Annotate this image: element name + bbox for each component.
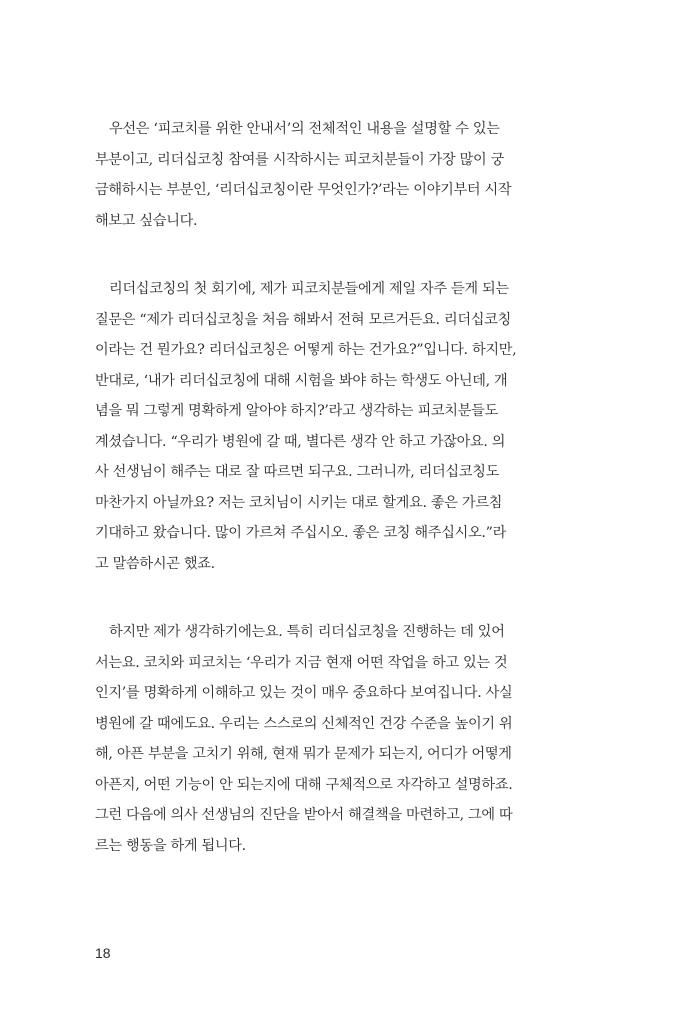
page-number: 18	[95, 945, 111, 961]
text-line: 리더십코칭의 첫 회기에, 제가 피코치분들에게 제일 자주 듣게 되는	[109, 281, 509, 297]
paragraph-2	[95, 274, 595, 579]
text-line: 아픈지, 어떤 기능이 안 되는지에 대해 구체적으로 자각하고 설명하죠.	[95, 776, 513, 793]
text-line: 그런 다음에 의사 선생님의 진단을 받아서 해결책을 마련하고, 그에 따	[95, 807, 513, 823]
text-line: 해, 아픈 부분을 고치기 위해, 현재 뭐가 문제가 되는지, 어디가 어떻게	[95, 746, 512, 762]
paragraph-1	[95, 114, 595, 236]
text-line: 우선은 ‘피코치를 위한 안내서’의 전체적인 내용을 설명할 수 있는	[109, 121, 500, 137]
text-line: 기대하고 왔습니다. 많이 가르쳐 주십시오. 좋은 코칭 해주십시오.”라	[95, 525, 506, 541]
text-line: 념을 뭐 그렇게 명확하게 알아야 하지?’라고 생각하는 피코치분들도	[95, 403, 498, 419]
text-line: 반대로, ‘내가 리더십코칭에 대해 시험을 봐야 하는 학생도 아닌데, 개	[95, 372, 508, 389]
text-line: 계셨습니다. “우리가 병원에 갈 때, 별다른 생각 안 하고 가잖아요. 의	[95, 433, 506, 450]
text-line: 서는요. 코치와 피코치는 ‘우리가 지금 현재 어떤 작업을 하고 있는 것	[95, 654, 508, 671]
text-line: 질문은 “제가 리더십코칭을 처음 해봐서 전혀 모르거든요. 리더십코칭	[95, 311, 511, 328]
text-line: 인지’를 명확하게 이해하고 있는 것이 매우 중요하다 보여집니다. 사실	[95, 685, 513, 701]
paragraph-3	[95, 617, 595, 861]
text-line: 사 선생님이 해주는 대로 잘 따르면 되구요. 그러니까, 리더십코칭도	[95, 464, 500, 480]
text-line: 해보고 싶습니다.	[95, 212, 198, 229]
text-line: 이라는 건 뭔가요? 리더십코칭은 어떻게 하는 건가요?”입니다. 하지만,	[95, 342, 517, 358]
text-line: 마찬가지 아닐까요? 저는 코치님이 시키는 대로 할게요. 좋은 가르침	[95, 494, 503, 511]
text-line: 금해하시는 부분인, ‘리더십코칭이란 무엇인가?’라는 이야기부터 시작	[95, 182, 512, 198]
text-line: 부분이고, 리더십코칭 참여를 시작하시는 피코치분들이 가장 많이 궁	[95, 151, 505, 168]
text-line: 하지만 제가 생각하기에는요. 특히 리더십코칭을 진행하는 데 있어	[109, 624, 505, 640]
text-line: 병원에 갈 때에도요. 우리는 스스로의 신체적인 건강 수준을 높이기 위	[95, 715, 513, 732]
body-text	[95, 114, 595, 899]
text-line: 르는 행동을 하게 됩니다.	[95, 837, 246, 854]
text-line: 고 말씀하시곤 했죠.	[95, 555, 215, 572]
